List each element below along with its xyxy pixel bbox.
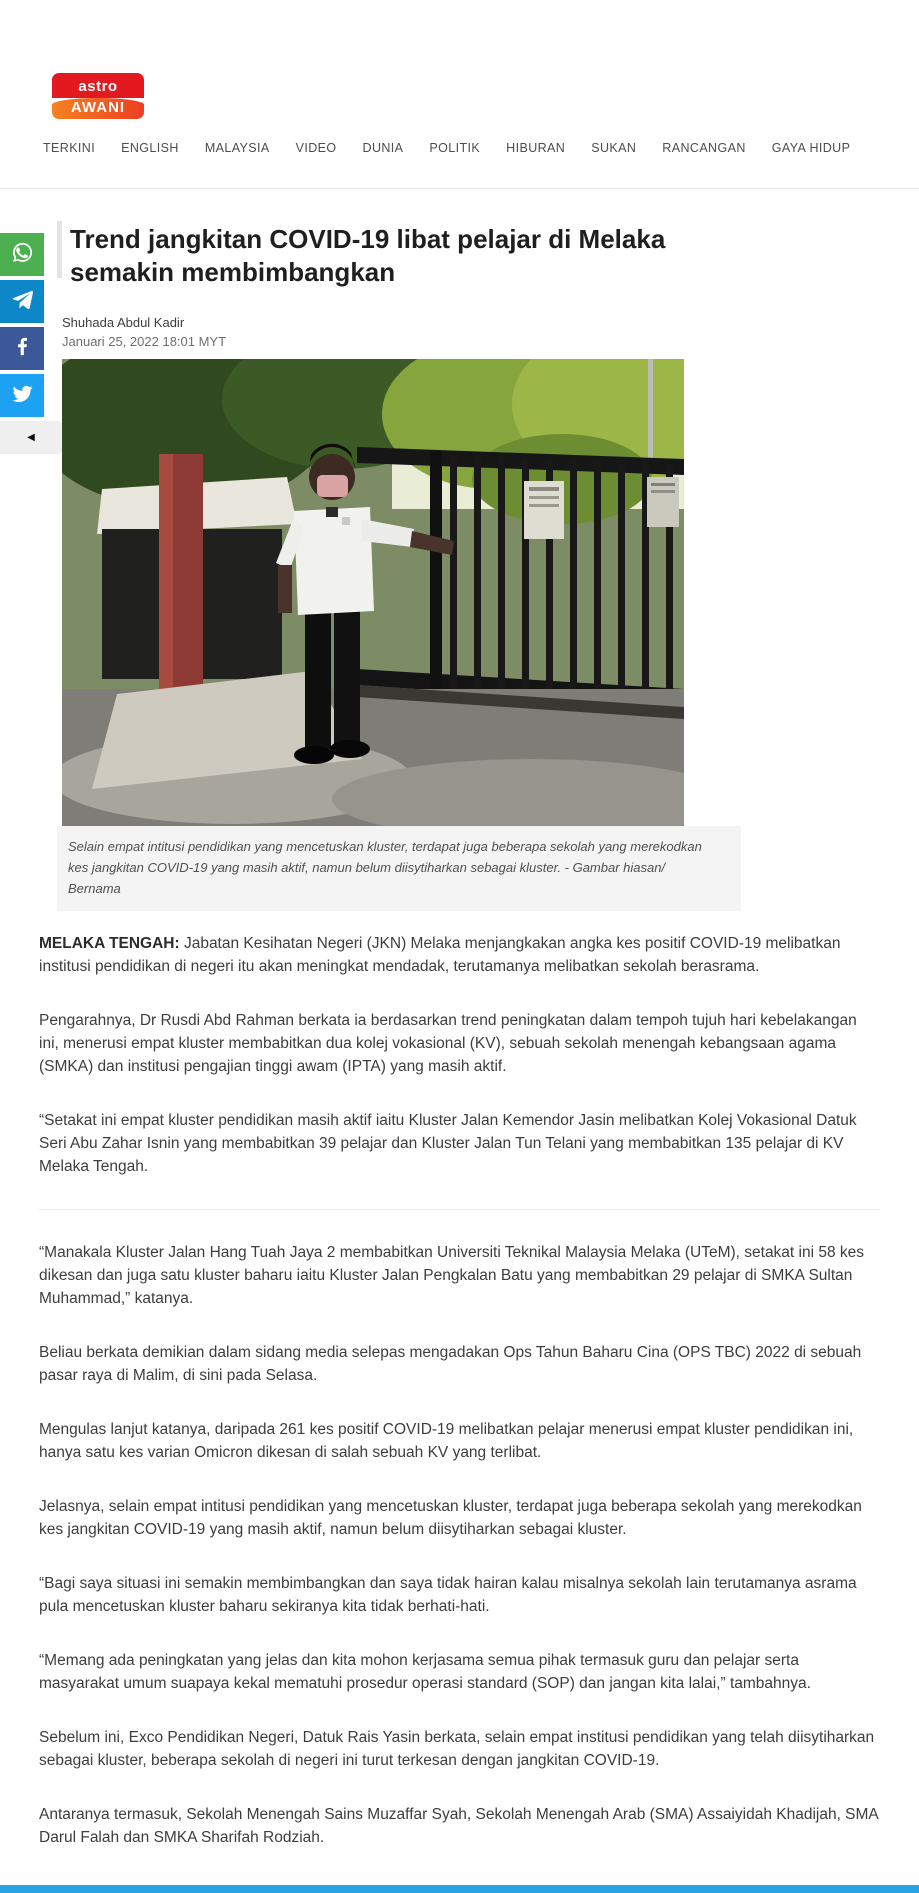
share-collapse-button[interactable]: [0, 421, 62, 454]
nav-item-gaya-hidup[interactable]: GAYA HIDUP: [771, 141, 851, 155]
paragraph: Antaranya termasuk, Sekolah Menengah Sains Muzaffar Syah, Sekolah Menengah Arab (SMA) Assaiyidah Khadijah, SMA Darul Falah dan SMKA Sharifah Rodziah.: [39, 1806, 878, 1846]
paragraph: “Bagi saya situasi ini semakin membimbangkan dan saya tidak hairan kalau misalnya sekolah lain terutamanya asrama pula mencetuskan kluster baharu sekiranya kita tidak berhati-hati.: [39, 1575, 857, 1615]
site-header: [0, 0, 919, 189]
footer-accent-bar: [0, 1885, 919, 1893]
article-photo: [62, 359, 684, 826]
nav-item-video[interactable]: VIDEO: [295, 141, 337, 155]
article-body: [39, 932, 880, 1849]
paragraph: Mengulas lanjut katanya, daripada 261 kes positif COVID-19 melibatkan pelajar menerusi empat kluster pendidikan ini, hanya satu kes varian Omicron dikesan di salah sebuah KV yang terlibat.: [39, 1421, 854, 1461]
lead-paragraph: MELAKA TENGAH: Jabatan Kesihatan Negeri (JKN) Melaka menjangkakan angka kes positif COVID-19 melibatkan institusi pendidikan di negeri itu akan meningkat mendadak, terutamanya melibatkan sekolah berasrama.: [39, 935, 841, 975]
nav-item-malaysia[interactable]: MALAYSIA: [204, 141, 270, 155]
facebook-icon: [11, 335, 34, 363]
byline: [62, 315, 919, 349]
page-title: Trend jangkitan COVID-19 libat pelajar di Melaka semakin membimbangkan: [70, 224, 666, 287]
chevron-left-icon: ◀: [27, 432, 35, 443]
share-twitter-button[interactable]: [0, 374, 44, 417]
photo-caption: Selain empat intitusi pendidikan yang mencetuskan kluster, terdapat juga beberapa sekolah yang merekodkan kes jangkitan COVID-19 yang masih aktif, namun belum diisytiharkan sebagai kluster. - Gambar hiasan/ Bernama: [57, 826, 741, 911]
nav-item-hiburan[interactable]: HIBURAN: [506, 141, 566, 155]
nav-item-dunia[interactable]: DUNIA: [362, 141, 404, 155]
nav-item-politik[interactable]: POLITIK: [429, 141, 481, 155]
astro-awani-logo[interactable]: [52, 73, 144, 119]
publish-date: Januari 25, 2022 18:01 MYT: [62, 334, 227, 349]
dateline: MELAKA TENGAH:: [39, 935, 180, 952]
paragraph: Beliau berkata demikian dalam sidang media selepas mengadakan Ops Tahun Baharu Cina (OPS TBC) 2022 di sebuah pasar raya di Malim, di sini pada Selasa.: [39, 1344, 862, 1384]
title-accent-bar: [57, 221, 62, 278]
article-figure: [57, 359, 741, 911]
author-name: Shuhada Abdul Kadir: [62, 315, 185, 330]
share-bar: [0, 233, 44, 454]
nav-item-sukan[interactable]: SUKAN: [591, 141, 637, 155]
paragraph: “Manakala Kluster Jalan Hang Tuah Jaya 2 membabitkan Universiti Teknikal Malaysia Melaka (UTeM), setakat ini 58 kes dikesan dan juga satu kluster baharu iaitu Kluster Jalan Pengkalan Batu yang membabitkan 29 pelajar di SMKA Sultan Muhammad,” katanya.: [39, 1244, 865, 1307]
paragraph: Pengarahnya, Dr Rusdi Abd Rahman berkata ia berdasarkan trend peningkatan dalam tempoh tujuh hari kebelakangan ini, menerusi empat kluster membabitkan dua kolej vokasional (KV), sebuah sekolah menengah kebangsaan agama (SMKA) dan institusi pengajian tinggi awam (IPTA) yang masih aktif.: [39, 1012, 857, 1075]
main-nav: [43, 141, 850, 155]
share-facebook-button[interactable]: [0, 327, 44, 370]
nav-item-terkini[interactable]: TERKINI: [43, 141, 96, 155]
paragraph: Jelasnya, selain empat intitusi pendidikan yang mencetuskan kluster, terdapat juga beberapa sekolah yang merekodkan kes jangkitan COVID-19 yang masih aktif, namun belum diisytiharkan sebagai kluster.: [39, 1498, 862, 1538]
nav-item-english[interactable]: ENGLISH: [121, 141, 179, 155]
paragraph: Sebelum ini, Exco Pendidikan Negeri, Datuk Rais Yasin berkata, selain empat institusi pendidikan yang telah diisytiharkan sebagai kluster, beberapa sekolah di negeri ini turut terkesan dengan jangkitan COVID-19.: [39, 1729, 875, 1769]
paragraph: “Memang ada peningkatan yang jelas dan kita mohon kerjasama semua pihak termasuk guru dan pelajar serta masyarakat umum suapaya kekal mematuhi prosedur operasi standard (SOP) dan jangan kita lalai,” tambahnya.: [39, 1652, 811, 1692]
title-block: [57, 223, 777, 289]
telegram-icon: [11, 288, 34, 316]
logo-text-awani: AWANI: [52, 98, 144, 119]
logo-text-astro: astro: [52, 73, 144, 98]
paragraph: “Setakat ini empat kluster pendidikan masih aktif iaitu Kluster Jalan Kemendor Jasin melibatkan Kolej Vokasional Datuk Seri Abu Zahar Isnin yang membabitkan 39 pelajar dan Kluster Jalan Tun Telani yang membabitkan 135 pelajar di KV Melaka Tengah.: [39, 1112, 857, 1175]
paragraph-divider: [39, 1209, 880, 1210]
twitter-icon: [11, 382, 34, 410]
share-telegram-button[interactable]: [0, 280, 44, 323]
share-whatsapp-button[interactable]: [0, 233, 44, 276]
nav-item-rancangan[interactable]: RANCANGAN: [662, 141, 746, 155]
whatsapp-icon: [11, 241, 34, 269]
